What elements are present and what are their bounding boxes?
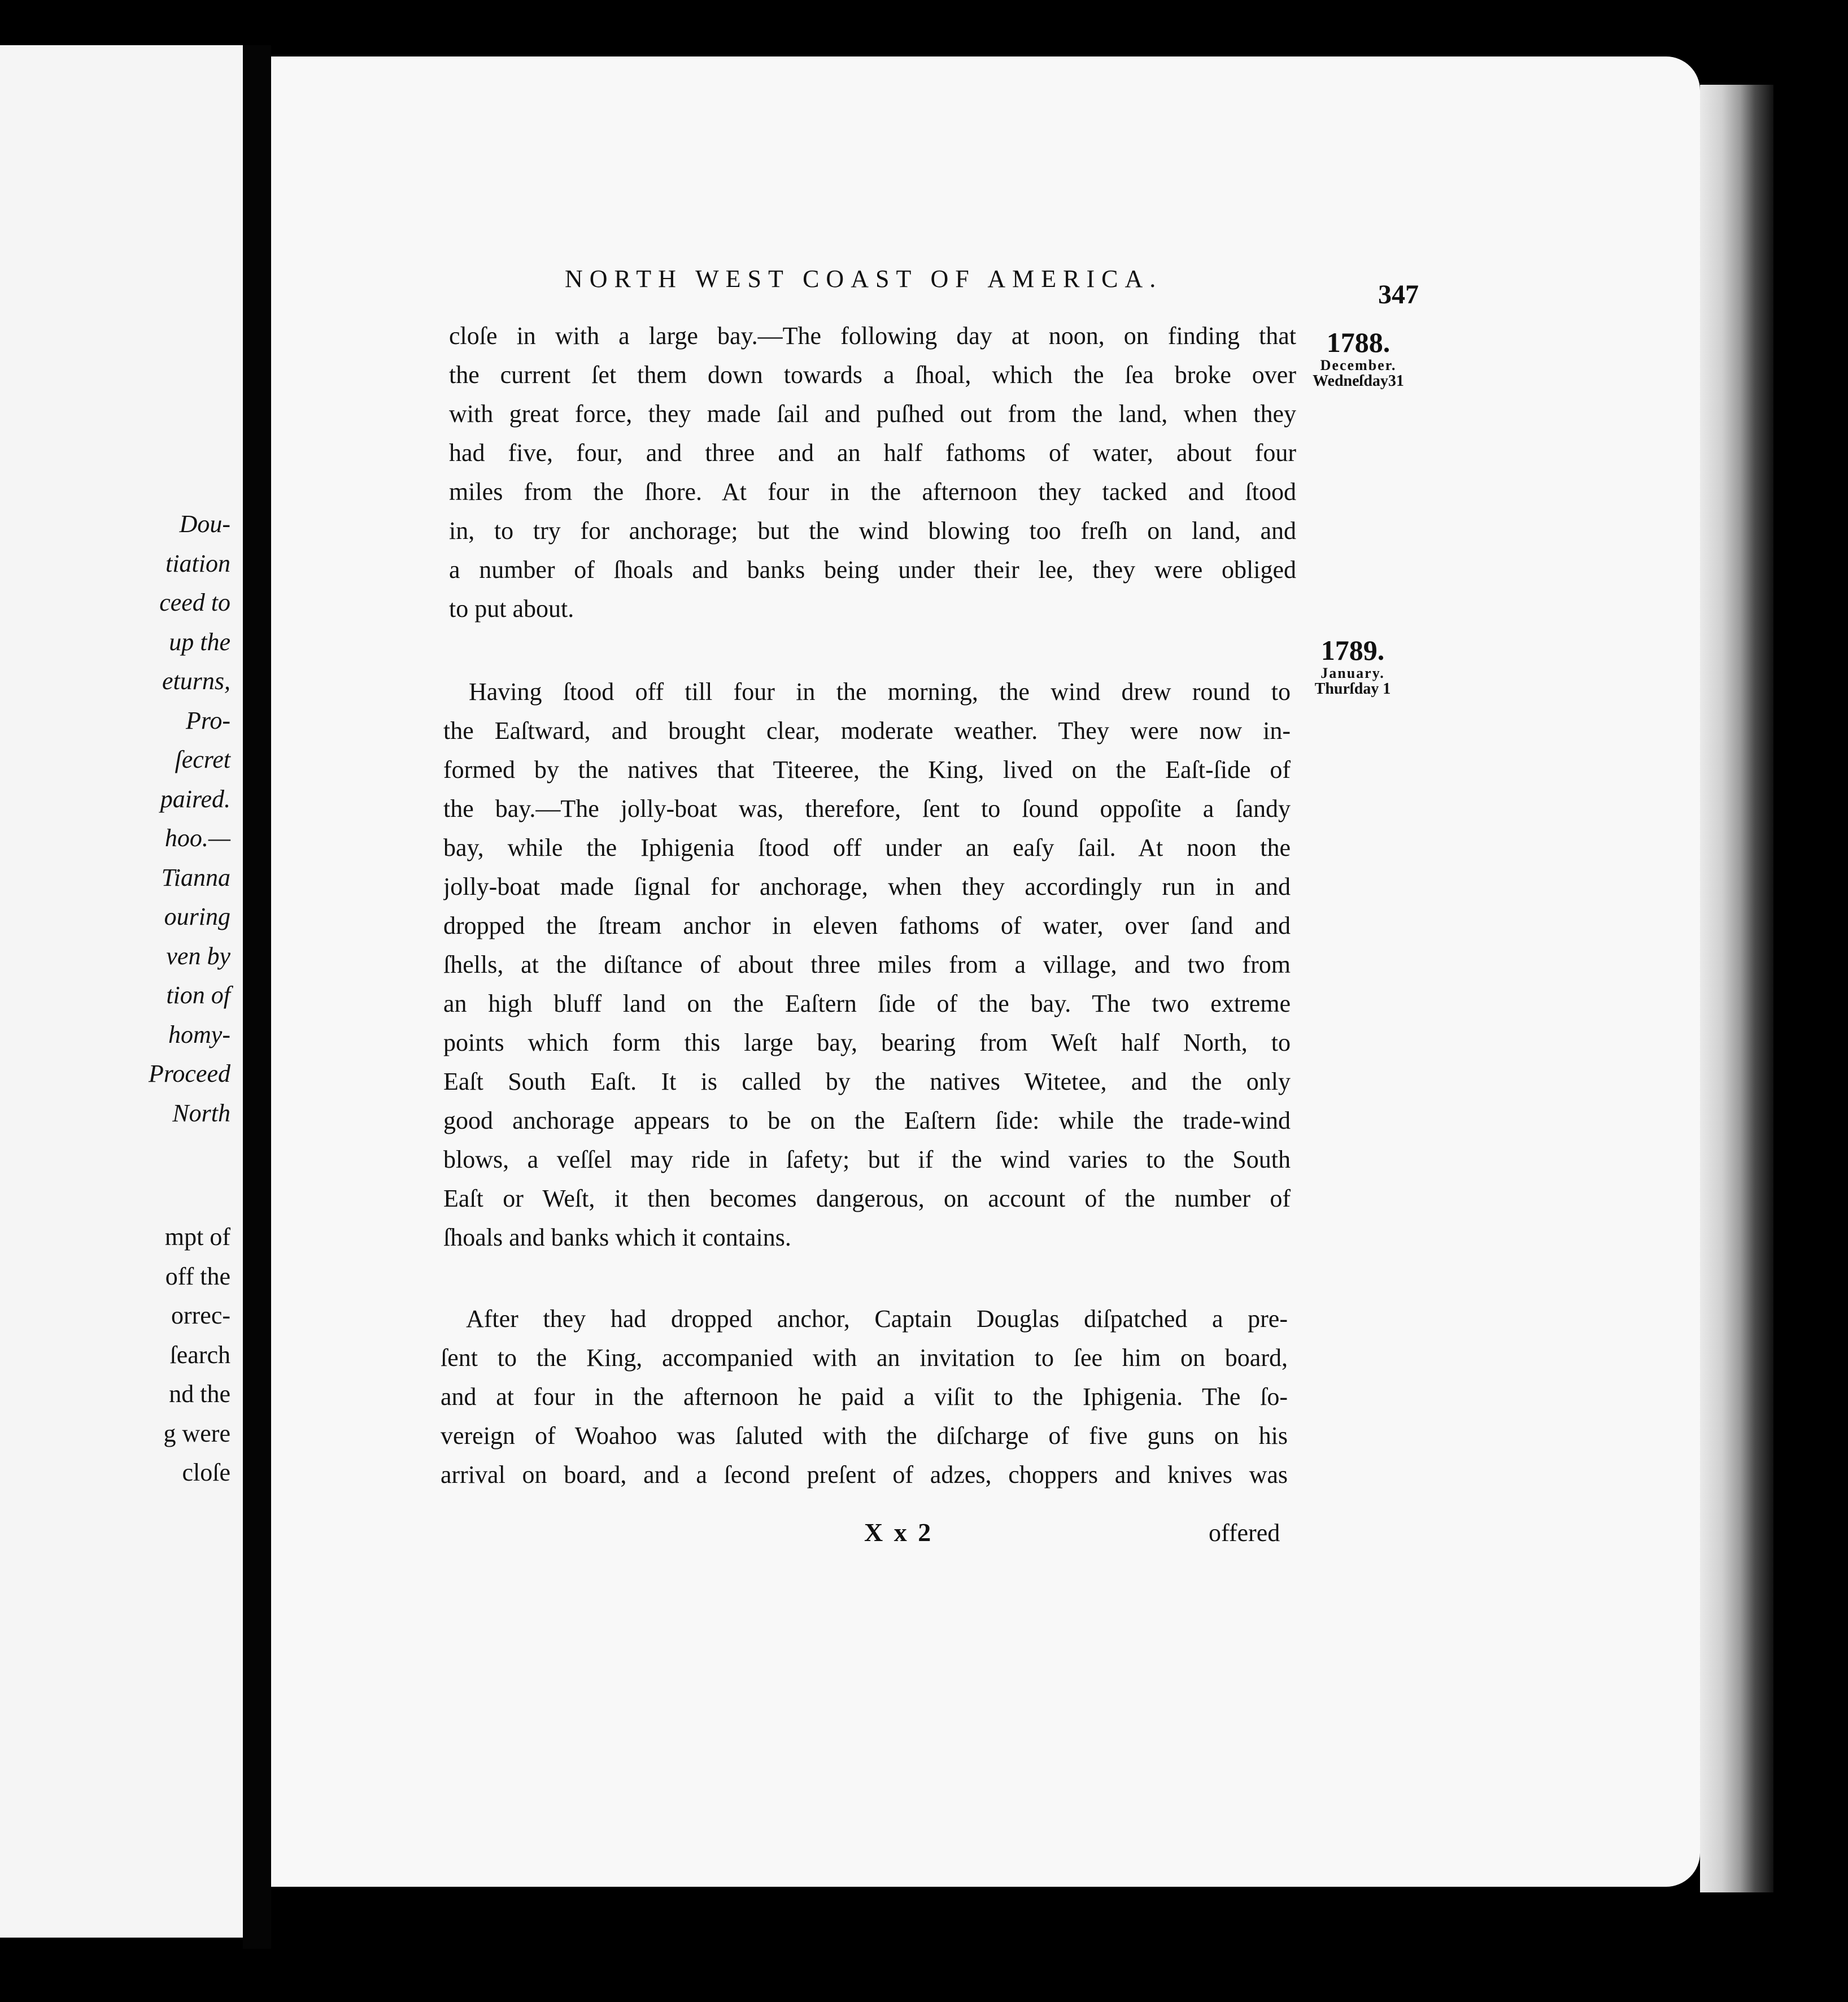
text-line: the Eaſtward, and brought clear, moderate weather. They were now in- — [443, 717, 1291, 745]
text-line: Eaſt South Eaſt. It is called by the natives Witetee, and the only — [443, 1068, 1291, 1095]
facing-page-text-fragment: cloſe — [182, 1459, 230, 1486]
page-edges — [1700, 85, 1773, 1892]
facing-page-text-fragment: ouring — [164, 903, 230, 930]
facing-page-text-fragment: ſecret — [175, 746, 230, 773]
margin-note-month: January. — [1320, 664, 1385, 681]
facing-page-text-fragment: ceed to — [159, 589, 230, 616]
text-line: formed by the natives that Titeeree, the King, lived on the Eaſt-ſide of — [443, 756, 1291, 784]
text-line: with great force, they made ſail and puſhed out from the land, when they — [449, 400, 1296, 428]
text-line: ſhoals and banks which it contains. — [443, 1224, 791, 1251]
margin-note-day: Wedneſday31 — [1313, 372, 1404, 390]
text-line: a number of ſhoals and banks being under their lee, they were obliged — [449, 556, 1296, 584]
text-line: had five, four, and three and an half fathoms of water, about four — [449, 439, 1296, 467]
text-line: points which form this large bay, bearing from Weſt half North, to — [443, 1029, 1291, 1056]
page-number: 347 — [1378, 280, 1419, 310]
text-line: jolly-boat made ſignal for anchorage, when they accordingly run in and — [443, 873, 1291, 900]
facing-page-text-fragment: ſearch — [169, 1341, 230, 1369]
text-line: vereign of Woahoo was ſaluted with the diſcharge of five guns on his — [441, 1422, 1288, 1450]
margin-note-year: 1788. — [1326, 327, 1391, 358]
text-line: cloſe in with a large bay.—The following day at noon, on finding that — [449, 322, 1296, 350]
text-line: miles from the ſhore. At four in the afternoon they tacked and ſtood — [449, 478, 1296, 506]
text-line: Eaſt or Weſt, it then becomes dangerous, on account of the number of — [443, 1185, 1291, 1212]
margin-note-month: December. — [1320, 356, 1397, 373]
facing-page-text-fragment: homy- — [168, 1021, 230, 1048]
text-line: the bay.—The jolly-boat was, therefore, ſent to ſound oppoſite a ſandy — [443, 795, 1291, 822]
paragraph — [443, 672, 1291, 1257]
running-head: NORTH WEST COAST OF AMERICA. — [565, 265, 1163, 293]
text-line: in, to try for anchorage; but the wind blowing too freſh on land, and — [449, 517, 1296, 545]
text-line: an high bluff land on the Eaſtern ſide of the bay. The two extreme — [443, 990, 1291, 1017]
signature-mark: X x 2 — [864, 1518, 934, 1547]
text-line: ſent to the King, accompanied with an invitation to ſee him on board, — [441, 1344, 1288, 1372]
paragraph — [449, 316, 1296, 628]
facing-page-text-fragment: nd the — [169, 1380, 230, 1408]
facing-page-text-fragment: Tianna — [161, 864, 230, 891]
text-line: After they had dropped anchor, Captain Douglas diſpatched a pre- — [466, 1305, 1288, 1333]
facing-page-text-fragment: hoo.— — [164, 824, 230, 852]
text-line: Having ſtood off till four in the morning, the wind drew round to — [469, 678, 1291, 706]
facing-page-text-fragment: Pro- — [185, 707, 230, 734]
facing-page-text-fragment: eturns, — [162, 667, 230, 695]
facing-page-text-fragment: up the — [169, 628, 230, 656]
text-line: and at four in the afternoon he paid a viſit to the Iphigenia. The ſo- — [441, 1383, 1288, 1411]
facing-page-text-fragment: ven by — [166, 942, 230, 970]
text-line: blows, a veſſel may ride in ſafety; but if the wind varies to the South — [443, 1146, 1291, 1173]
facing-page-left — [0, 45, 243, 1938]
facing-page-text-fragment: tion of — [166, 981, 230, 1009]
margin-note-date — [1299, 328, 1418, 389]
text-line: ſhells, at the diſtance of about three miles from a village, and two from — [443, 951, 1291, 978]
margin-note-day: Thurſday 1 — [1314, 680, 1391, 698]
facing-page-text-fragment: mpt of — [164, 1223, 230, 1251]
book-gutter — [243, 45, 271, 1949]
margin-note-year: 1789. — [1320, 634, 1385, 666]
margin-note-date — [1293, 636, 1412, 697]
facing-page-text-fragment: orrec- — [171, 1302, 230, 1329]
facing-page-text-fragment: Dou- — [179, 510, 230, 538]
facing-page-text-fragment: paired. — [160, 785, 230, 813]
text-line: good anchorage appears to be on the Eaſtern ſide: while the trade-wind — [443, 1107, 1291, 1134]
text-line: the current ſet them down towards a ſhoal, which the ſea broke over — [449, 361, 1296, 389]
text-line: to put about. — [449, 595, 574, 623]
text-line: bay, while the Iphigenia ſtood off under an eaſy ſail. At noon the — [443, 834, 1291, 861]
text-line: arrival on board, and a ſecond preſent of adzes, choppers and knives was — [441, 1461, 1288, 1489]
facing-page-text-fragment: off the — [165, 1263, 230, 1290]
facing-page-text-fragment: g were — [163, 1420, 230, 1447]
facing-page-text-fragment: Proceed — [149, 1060, 230, 1087]
facing-page-text-fragment: North — [172, 1099, 230, 1127]
text-line: dropped the ſtream anchor in eleven fathoms of water, over ſand and — [443, 912, 1291, 939]
facing-page-text-fragment: tiation — [165, 550, 230, 577]
catchword: offered — [1209, 1519, 1280, 1547]
paragraph — [441, 1299, 1288, 1494]
